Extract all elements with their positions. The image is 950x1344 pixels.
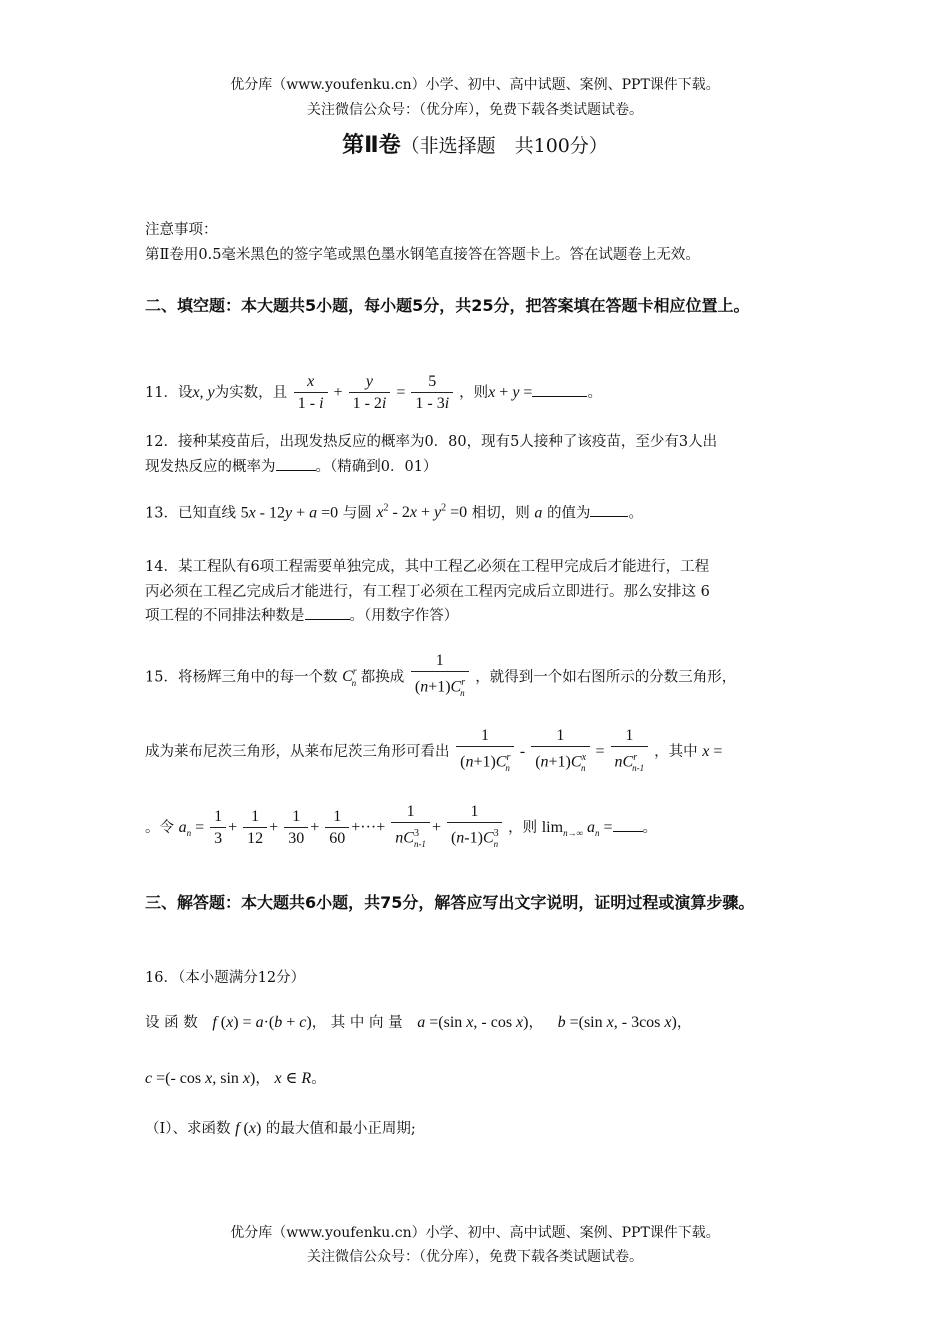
q12-line-2b: 。（精确到0．01） (315, 459, 438, 475)
q15-combination: $C^r_n$ (342, 667, 357, 688)
q16-comma-1: ， (528, 1015, 543, 1031)
notice-label: 注意事项： (145, 222, 218, 238)
q16-comma-3: ， (255, 1071, 270, 1087)
q16-line-1 (145, 1008, 691, 1038)
q14-line-1: 14．某工程队有6项工程需要单独完成，其中工程乙必须在工程甲完成后才能进行，工程 (145, 559, 710, 575)
q16-fx: f (x) (235, 1120, 262, 1137)
q12-line-1: 12．接种某疫苗后，出现发热反应的概率为0．80，现有5人接种了该疫苗，至少有3人出 (145, 434, 718, 450)
q15-fraction: $\frac{1}{(n+1)C^r_n}$ (409, 668, 471, 685)
q12-line-2a: 现发热反应的概率为 (145, 459, 276, 475)
q15-line3a: 。令 (145, 819, 174, 836)
header-line-2: 关注微信公众号：（优分库），免费下载各类试题试卷。 (307, 102, 643, 118)
notice-text: 第Ⅱ卷用0.5毫米黑色的签字笔或黑色墨水钢笔直接答在答题卡上。答在试题卷上无效。 (145, 247, 700, 263)
q16-vector-a: a =(sin x, - cos x) (417, 1014, 529, 1031)
q11-expression: x + y = (488, 384, 533, 401)
q15-line2b: ，其中 (654, 743, 698, 760)
q16-line1a: 设 函 数 (145, 1015, 198, 1031)
footer-line-2: 关注微信公众号：（优分库），免费下载各类试题试卷。 (307, 1249, 643, 1265)
q16-line1b: ， 其 中 向 量 (311, 1015, 403, 1031)
q14-line-3a: 项工程的不同排法种数是 (145, 608, 305, 624)
q11-prefix: 11．设 (145, 385, 193, 401)
q13-circle-equation: $x^2 - 2x + y^2 =0$ (376, 503, 468, 522)
q13-then: 相切，则 (471, 505, 530, 522)
q13-tail: 。 (628, 505, 643, 522)
q16-comma-2: ， (676, 1015, 692, 1031)
q15-line3b: ，则 (508, 819, 538, 836)
q13-mid: 与圆 (342, 505, 372, 522)
q12-answer-blank[interactable] (276, 456, 316, 471)
q15-line-3 (145, 802, 657, 858)
section-3-heading: 三、解答题：本大题共6小题，共75分，解答应写出文字说明，证明过程或演算步骤。 (145, 893, 755, 912)
q15-identity: $\frac{1}{(n+1)C^r_n}$ - $\frac{1}{(n+1)C^x_n}$ = $\frac{1}{nC^r_{n-1}}$ (454, 743, 654, 760)
header-line-1: 优分库（www.youfenku.cn）小学、初中、高中试题、案例、PPT课件下载。 (230, 77, 720, 93)
q16-vector-c: c =(- cos x, sin x) (145, 1070, 256, 1087)
q11-then: ，则 (459, 385, 489, 401)
q15-line2-text: 成为莱布尼茨三角形，从莱布尼茨三角形可看出 (145, 743, 450, 760)
q14-line-3 (145, 604, 458, 628)
q11-end: 。 (587, 385, 602, 401)
q16-vector-b: b =(sin x, - 3cos x) (557, 1014, 677, 1031)
q11-vars: x, y (192, 384, 215, 401)
q13-end: 的值为 (546, 505, 591, 522)
section-2-heading: 二、填空题：本大题共5小题，每小题5分，共25分，把答案填在答题卡相应位置上。 (145, 296, 750, 315)
q15-sequence: $a_n$ = $\frac{1}{3}$ + $\frac{1}{12}$ + $\frac{1}{30}$ + $\frac{1}{60}$ +···+ $\frac{1}{nC^3_{n-1}}$ + $\frac{1}{(n-1)C^3_n}$ (179, 819, 509, 836)
q15-rest: ，就得到一个如右图所示的分数三角形， (475, 669, 737, 686)
q16-head: 16．（本小题满分12分） (145, 970, 306, 986)
question-11 (145, 366, 602, 420)
q15-limit: $\lim_{n\to\infty} a_n$ = (541, 818, 613, 839)
q12-line-2 (145, 455, 437, 479)
q15-answer-blank[interactable] (613, 823, 643, 832)
q15-prefix: 15．将杨辉三角中的每一个数 (145, 669, 338, 686)
q13-line-equation: 5x - 12y + a =0 (240, 504, 339, 522)
q11-equation: $\frac{x}{1 - i}$ + $\frac{y}{1 - 2i}$ = $\frac{5}{1 - 3i}$ (292, 384, 459, 401)
q15-x-equals: x = (702, 742, 723, 760)
q15-line-1 (145, 648, 736, 708)
q14-line-3b: 。（用数字作答） (349, 608, 459, 624)
q15-line3c: 。 (642, 819, 658, 836)
q16-domain: x ∈ R (274, 1070, 312, 1087)
q13-var-a: a (534, 504, 543, 522)
q14-line-2: 丙必须在工程乙完成后才能进行，有工程丁必须在工程丙完成后立即进行。那么安排这 6 (145, 584, 710, 600)
q16-function-def: f (x) = a·(b + c) (212, 1014, 312, 1031)
page-title (0, 128, 950, 159)
q13-prefix: 13．已知直线 (145, 505, 236, 522)
title-sub: （非选择题 共100分） (400, 135, 608, 157)
q14-answer-blank[interactable] (305, 605, 350, 620)
q11-mid: 为实数，且 (214, 385, 288, 401)
q16-part-1 (145, 1114, 416, 1144)
q11-answer-blank[interactable] (532, 382, 587, 397)
q16-part1b: 的最大值和最小正周期; (265, 1121, 416, 1137)
footer-line-1: 优分库（www.youfenku.cn）小学、初中、高中试题、案例、PPT课件下载。 (230, 1225, 720, 1241)
q16-line-2 (145, 1064, 326, 1094)
q15-line-2 (145, 726, 722, 779)
question-13 (145, 494, 643, 528)
q15-mid: 都换成 (360, 669, 405, 686)
q13-answer-blank[interactable] (590, 502, 628, 517)
q16-part1a: （Ⅰ）、求函数 (145, 1121, 231, 1137)
title-main: 第Ⅱ卷 (342, 133, 401, 158)
q16-end: 。 (311, 1071, 326, 1087)
